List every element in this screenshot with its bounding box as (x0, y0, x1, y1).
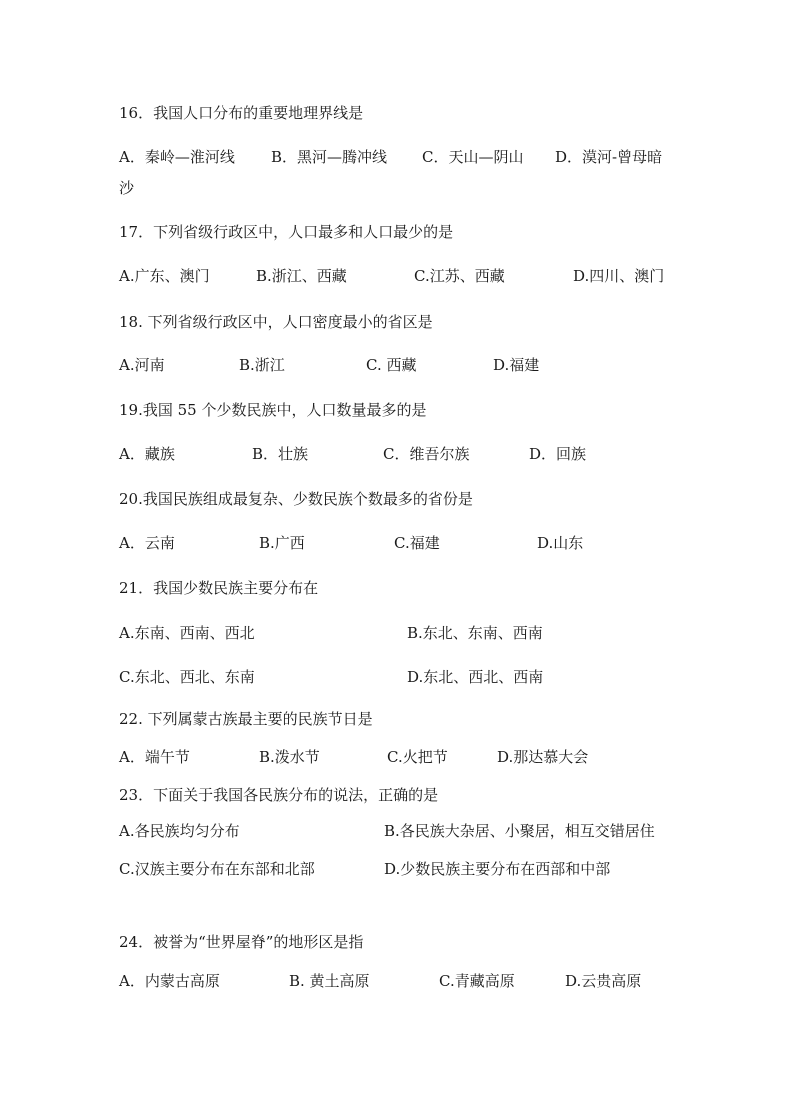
option-d: D．漠河-曾母暗 (555, 148, 663, 166)
option-a: A.河南 (119, 356, 165, 374)
option-a: A.广东、澳门 (119, 267, 210, 285)
question-stem: 17．下列省级行政区中，人口最多和人口最少的是 (119, 223, 454, 241)
option-b: B．黑河—腾冲线 (271, 148, 388, 166)
option-c: C.汉族主要分布在东部和北部 (119, 860, 315, 878)
option-a: A．秦岭—淮河线 (119, 148, 235, 166)
question-stem: 23．下面关于我国各民族分布的说法，正确的是 (119, 786, 439, 804)
option-a: A．藏族 (119, 445, 175, 463)
option-b: B.泼水节 (259, 748, 320, 766)
option-a: A.各民族均匀分布 (119, 822, 240, 840)
question-stem: 21．我国少数民族主要分布在 (119, 579, 319, 597)
option-b: B.各民族大杂居、小聚居，相互交错居住 (384, 822, 655, 840)
option-a: A．端午节 (119, 748, 190, 766)
option-d: D.云贵高原 (565, 972, 642, 990)
option-c: C．天山—阴山 (422, 148, 524, 166)
option-c: C．维吾尔族 (383, 445, 470, 463)
question-stem: 20.我国民族组成最复杂、少数民族个数最多的省份是 (119, 490, 473, 508)
option-b: B.浙江 (239, 356, 285, 374)
option-d: D.山东 (537, 534, 584, 552)
option-d: D.福建 (493, 356, 540, 374)
option-c: C. 西藏 (366, 356, 417, 374)
option-d: D．回族 (529, 445, 587, 463)
option-c: C.东北、西北、东南 (119, 668, 255, 686)
option-a: A．云南 (119, 534, 175, 552)
option-c: C.火把节 (387, 748, 448, 766)
option-b: B.广西 (259, 534, 305, 552)
option-a: A．内蒙古高原 (119, 972, 220, 990)
option-d-wrap: 沙 (119, 179, 135, 197)
option-d: D.四川、澳门 (573, 267, 665, 285)
option-d: D.东北、西北、西南 (407, 668, 544, 686)
option-d: D.少数民族主要分布在西部和中部 (384, 860, 611, 878)
question-stem: 16．我国人口分布的重要地理界线是 (119, 104, 364, 122)
option-d: D.那达慕大会 (497, 748, 589, 766)
option-c: C.青藏高原 (439, 972, 515, 990)
option-a: A.东南、西南、西北 (119, 624, 255, 642)
option-b: B.浙江、西藏 (256, 267, 347, 285)
question-stem: 22. 下列属蒙古族最主要的民族节日是 (119, 710, 373, 728)
question-stem: 19.我国 55 个少数民族中，人口数量最多的是 (119, 401, 427, 419)
option-c: C.福建 (394, 534, 440, 552)
question-stem: 18. 下列省级行政区中，人口密度最小的省区是 (119, 313, 433, 331)
option-b: B．壮族 (252, 445, 309, 463)
option-b: B.东北、东南、西南 (407, 624, 543, 642)
question-stem: 24．被誉为“世界屋脊”的地形区是指 (119, 933, 364, 951)
option-b: B. 黄土高原 (289, 972, 370, 990)
option-c: C.江苏、西藏 (414, 267, 505, 285)
